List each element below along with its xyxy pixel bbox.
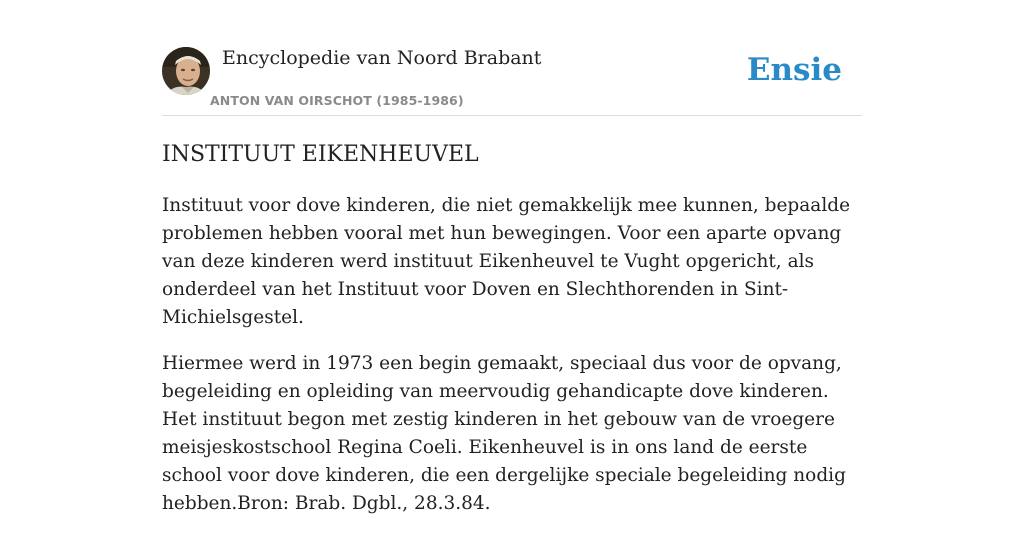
article-body (162, 192, 862, 536)
source-title[interactable]: Encyclopedie van Noord Brabant (222, 47, 542, 69)
article-title: INSTITUUT EIKENHEUVEL (162, 142, 479, 167)
article-paragraph: Hiermee werd in 1973 een begin gemaakt, speciaal dus voor de opvang, begeleiding en opleiding van meervoudig gehandicapte dove kinderen. Het instituut begon met zestig kinderen in het gebouw van de vroegere meisjeskostschool Regina Coeli. Eikenheuvel is in ons land de eerste school voor dove kinderen, die een dergelijke speciale begeleiding nodig hebben.Bron: Brab. Dgbl., 28.3.84. (162, 353, 846, 514)
header-divider (162, 115, 862, 116)
author-avatar[interactable] (162, 47, 210, 95)
author-portrait-icon (162, 47, 210, 95)
brand-logo[interactable]: Ensie (746, 52, 842, 88)
author-name[interactable]: ANTON VAN OIRSCHOT (1985-1986) (210, 93, 464, 108)
article-paragraph: Instituut voor dove kinderen, die niet gemakkelijk mee kunnen, bepaalde problemen hebben vooral met hun bewegingen. Voor een aparte opvang van deze kinderen werd instituut Eikenheuvel te Vught opgericht, als onderdeel van het Instituut voor Doven en Slechthorenden in Sint-Michielsgestel. (162, 195, 851, 328)
